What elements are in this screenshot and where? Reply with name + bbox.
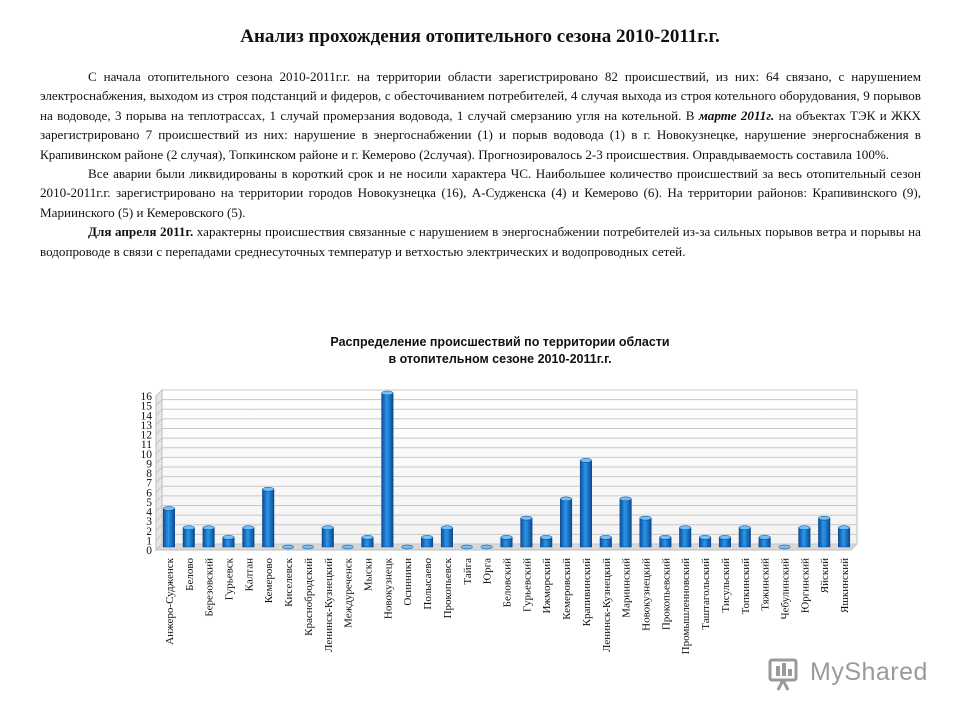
bar-top: [640, 516, 652, 520]
y-tick-label: 2: [146, 525, 152, 538]
bar-top: [799, 526, 811, 530]
myshared-logo: [768, 654, 938, 694]
x-tick-label: Тайга: [461, 558, 474, 585]
x-tick-label: Гурьевск: [223, 558, 236, 601]
bar: [322, 528, 334, 547]
paragraph-3-lead: Для апреля 2011г.: [88, 224, 194, 240]
paragraph-2: Все аварии были ликвидированы в короткий срок и не носили характера ЧС. Наибольшее количество происшествий за весь отопительный сезон 2010-2011г.г. зарегистрировано на территории городов Новокузнецка (16), А-Судженска (4) и Кемерово (6). На территории районов: Крапивинского (9), Мариинского (5) и Кемеровского (5).: [40, 166, 921, 220]
x-tick-label: Кемерово: [263, 558, 276, 604]
y-tick-label: 11: [140, 439, 152, 452]
x-tick-label: Анжеро-Судженск: [163, 558, 176, 645]
x-tick-label: Ленинск-Кузнецкий: [600, 558, 613, 652]
y-tick-label: 6: [146, 487, 152, 500]
x-tick-label: Ленинск-Кузнецкий: [322, 558, 335, 652]
x-tick-label: Яйский: [819, 558, 832, 594]
bar-top: [322, 526, 334, 530]
bar-top: [163, 507, 175, 511]
bar-top: [818, 516, 830, 520]
bar-top: [739, 526, 751, 530]
x-tick-label: Тисульский: [719, 558, 732, 613]
x-tick-label: Осинники: [402, 558, 415, 606]
bar-top: [282, 545, 294, 549]
bar: [560, 499, 572, 547]
x-tick-label: Новокузнецк: [382, 558, 395, 620]
x-tick-label: Киселевск: [283, 558, 296, 607]
bar-top: [262, 487, 274, 491]
bar-top: [401, 545, 413, 549]
x-tick-label: Топкинский: [739, 558, 752, 615]
bar: [203, 528, 215, 547]
bar-top: [461, 545, 473, 549]
paragraph-1-emphasis: марте 2011г.: [698, 107, 775, 123]
bar: [620, 499, 632, 547]
paragraph-3-rest: характерны происшествия связанные с нарушением в энергоснабжении потребителей из-за сильных порывов ветра и порывы на водопроводе в связи с перепадами среднесуточных температур и ветхостью электрических и водопроводных сетей.: [40, 224, 921, 259]
y-tick-label: 0: [146, 545, 152, 557]
y-tick-label: 1: [146, 535, 152, 548]
bar-top: [302, 545, 314, 549]
paragraph-1: [40, 67, 921, 164]
x-tick-label: Краснобродский: [302, 558, 315, 636]
bar-top: [600, 535, 612, 539]
x-tick-label: Новокузнецкий: [640, 558, 653, 631]
x-tick-label: Яшкинский: [839, 558, 852, 613]
page-title: Анализ прохождения отопительного сезона 2010-2011г.г.: [240, 26, 720, 47]
bar-top: [501, 535, 513, 539]
x-tick-label: Междуреченск: [342, 558, 355, 628]
bar-top: [759, 535, 771, 539]
bar: [183, 528, 195, 547]
bar-top: [580, 458, 592, 462]
bar-top: [223, 535, 235, 539]
y-tick-label: 9: [146, 458, 152, 471]
bar: [262, 489, 274, 547]
x-tick-label: Прокопьевский: [660, 558, 673, 631]
x-tick-label: Юрга: [481, 558, 494, 585]
x-tick-label: Тяжинский: [759, 558, 772, 611]
bar: [163, 509, 175, 548]
y-tick-label: 5: [146, 496, 152, 509]
paragraph-1-part-a: С начала отопительного сезона 2010-2011г.г. на территории области зарегистрировано 82 происшествий, из них: 64 связано, с нарушением электроснабжения, выходом из строя подстанций и фидеров, с обесточиванием потребителей, 4 случая выхода из строя котельного оборудования, 9 порывов на водоводе, 3 порыва на теплотрассах, 1 случай промерзания водовода, 1 случай смерзанию угля на котельной. В: [40, 69, 921, 123]
bar-top: [441, 526, 453, 530]
x-tick-label: Полысаево: [422, 558, 435, 610]
bar: [679, 528, 691, 547]
bar-top: [342, 545, 354, 549]
bar-top: [382, 391, 394, 395]
bar: [382, 393, 394, 547]
x-tick-label: Ижморский: [541, 558, 554, 614]
x-tick-label: Кемеровский: [561, 558, 574, 620]
bar-top: [660, 535, 672, 539]
y-tick-label: 10: [140, 448, 152, 461]
bar: [739, 528, 751, 547]
bar-top: [779, 545, 791, 549]
bar-top: [183, 526, 195, 530]
bar: [580, 460, 592, 547]
x-tick-label: Прокопьевск: [441, 558, 454, 619]
x-tick-label: Чебулинский: [779, 558, 792, 620]
bar: [243, 528, 255, 547]
logo-text: MyShared: [810, 658, 928, 686]
bar: [838, 528, 850, 547]
bar-top: [540, 535, 552, 539]
y-tick-label: 14: [140, 410, 152, 423]
chart-title: [0, 334, 960, 368]
x-tick-label: Мариинский: [620, 558, 633, 618]
report-text: [40, 67, 921, 261]
y-tick-label: 8: [146, 468, 152, 480]
bar-top: [203, 526, 215, 530]
bar: [799, 528, 811, 547]
bar-top: [362, 535, 374, 539]
paragraph-1-part-b: на объектах ТЭК и ЖКХ зарегистрировано 7 происшествий из них: нарушение в энергоснабжении (1) и порыв водовода (1) в г. Новокузнецке, нарушение энергоснабжения в Крапивинском районе (2 случая), Топкинском районе и г. Кемерово (2случая). Прогнозировалось 2-3 происшествия. Оправдываемость составила 100%.: [40, 107, 922, 162]
x-tick-label: Крапивинский: [580, 558, 593, 627]
bar: [521, 518, 533, 547]
chart-title-line-1: Распределение происшествий по территории области: [330, 335, 670, 349]
x-tick-label: Белово: [183, 558, 196, 591]
x-tick-label: Беловский: [501, 558, 514, 608]
bar-top: [421, 535, 433, 539]
y-tick-label: 7: [146, 477, 152, 490]
bar-top: [620, 497, 632, 501]
x-tick-label: Промышленновский: [680, 558, 693, 655]
bar-top: [719, 535, 731, 539]
bar: [818, 518, 830, 547]
bar: [441, 528, 453, 547]
bar: [640, 518, 652, 547]
paragraph-3: [40, 222, 921, 261]
x-tick-label: Гурьевский: [521, 558, 534, 612]
bar-top: [838, 526, 850, 530]
bar-top: [560, 497, 572, 501]
bar-top: [243, 526, 255, 530]
x-tick-label: Мыски: [362, 558, 375, 592]
y-tick-label: 12: [140, 429, 152, 442]
incidents-bar-chart: [0, 380, 960, 660]
bar-top: [521, 516, 533, 520]
chart-title-line-2: в отопительном сезоне 2010-2011г.г.: [388, 352, 612, 366]
y-tick-label: 13: [140, 419, 152, 432]
x-tick-label: Юргинский: [799, 558, 812, 614]
bar-top: [699, 535, 711, 539]
bar-top: [679, 526, 691, 530]
x-tick-label: Березовский: [203, 558, 216, 617]
bar-top: [481, 545, 493, 549]
x-tick-label: Калтан: [243, 558, 256, 592]
x-tick-label: Таштагольский: [700, 558, 713, 630]
y-tick-label: 3: [146, 516, 152, 529]
y-tick-label: 15: [140, 400, 152, 413]
y-tick-label: 16: [140, 391, 152, 403]
presentation-board-icon: [768, 654, 808, 694]
y-tick-label: 4: [146, 506, 152, 519]
